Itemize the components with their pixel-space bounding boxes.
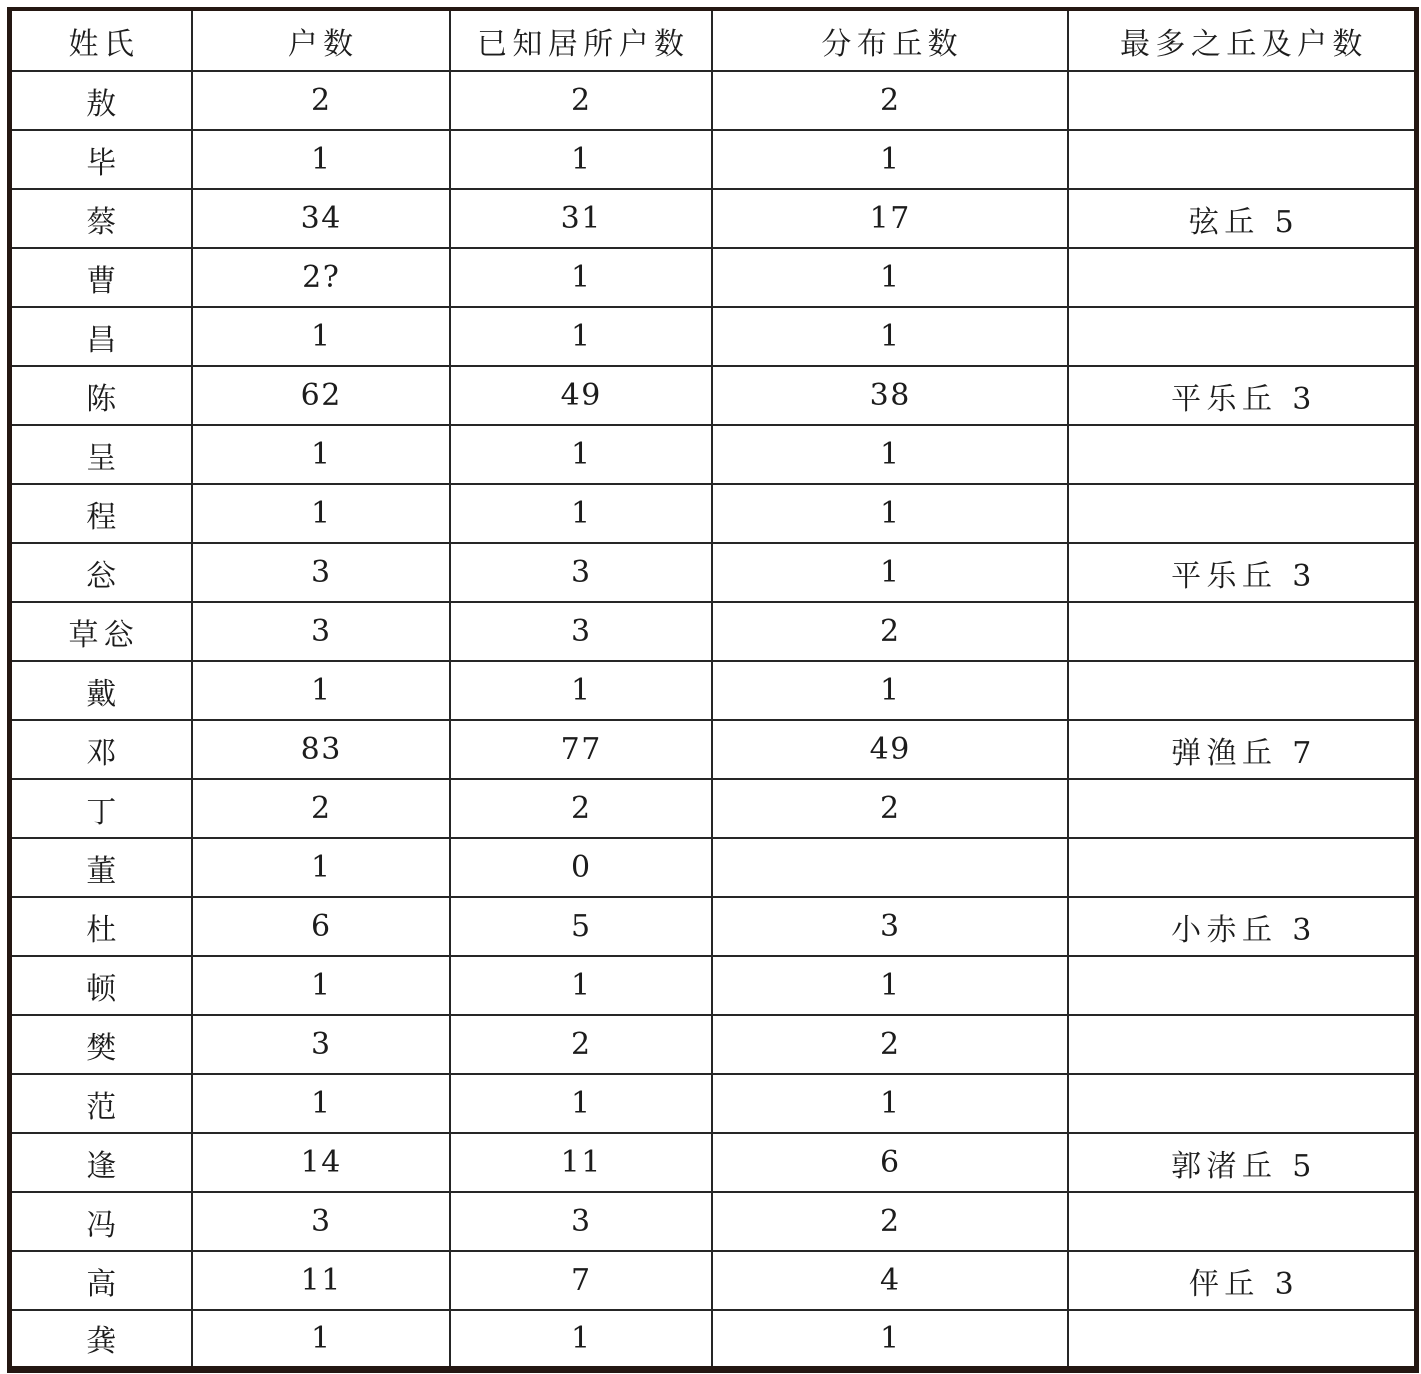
cell-households: 83 [192,720,450,779]
cell-households: 3 [192,602,450,661]
cell-households: 1 [192,956,450,1015]
cell-households: 1 [192,661,450,720]
cell-surname: 邓 [10,720,192,779]
table-row [10,425,1417,484]
cell-surname: 草忩 [10,602,192,661]
cell-top-hill [1068,1015,1417,1074]
table-row [10,1251,1417,1310]
cell-hill-count: 2 [712,779,1068,838]
cell-known-residence: 77 [450,720,712,779]
cell-known-residence: 31 [450,189,712,248]
cell-hill-count: 6 [712,1133,1068,1192]
cell-households: 3 [192,543,450,602]
cell-households: 62 [192,366,450,425]
cell-households: 1 [192,1074,450,1133]
cell-top-hill [1068,779,1417,838]
cell-hill-count: 1 [712,661,1068,720]
cell-known-residence: 2 [450,1015,712,1074]
cell-hill-count: 3 [712,897,1068,956]
cell-households: 2? [192,248,450,307]
cell-known-residence: 1 [450,956,712,1015]
table-row [10,661,1417,720]
cell-surname: 丁 [10,779,192,838]
table-row [10,897,1417,956]
cell-households: 3 [192,1015,450,1074]
cell-hill-count: 1 [712,307,1068,366]
cell-known-residence: 3 [450,1192,712,1251]
cell-hill-count: 1 [712,1074,1068,1133]
table-row [10,1074,1417,1133]
cell-households: 2 [192,779,450,838]
cell-top-hill [1068,307,1417,366]
cell-hill-count: 2 [712,1192,1068,1251]
header-row [10,9,1417,71]
cell-hill-count: 17 [712,189,1068,248]
cell-top-hill [1068,1074,1417,1133]
cell-top-hill [1068,71,1417,130]
cell-known-residence: 2 [450,779,712,838]
cell-hill-count: 38 [712,366,1068,425]
header-cell-top-hill: 最多之丘及户数 [1068,9,1417,71]
cell-surname: 曹 [10,248,192,307]
cell-known-residence: 1 [450,425,712,484]
cell-top-hill [1068,1310,1417,1369]
cell-households: 11 [192,1251,450,1310]
cell-known-residence: 11 [450,1133,712,1192]
cell-hill-count: 2 [712,1015,1068,1074]
table-row [10,838,1417,897]
table-row [10,1192,1417,1251]
cell-known-residence: 1 [450,307,712,366]
cell-households: 1 [192,838,450,897]
cell-top-hill [1068,130,1417,189]
table-row [10,484,1417,543]
header-cell-surname: 姓氏 [10,9,192,71]
cell-top-hill: 小赤丘 3 [1068,897,1417,956]
cell-households: 14 [192,1133,450,1192]
cell-surname: 杜 [10,897,192,956]
cell-hill-count: 1 [712,130,1068,189]
cell-hill-count: 4 [712,1251,1068,1310]
cell-hill-count: 1 [712,484,1068,543]
cell-top-hill [1068,484,1417,543]
cell-surname: 忩 [10,543,192,602]
table-row [10,602,1417,661]
table-row [10,1133,1417,1192]
cell-surname: 冯 [10,1192,192,1251]
cell-households: 1 [192,425,450,484]
cell-surname: 昌 [10,307,192,366]
cell-households: 1 [192,484,450,543]
table-row [10,248,1417,307]
cell-hill-count: 49 [712,720,1068,779]
cell-hill-count [712,838,1068,897]
header-cell-known-residence: 已知居所户数 [450,9,712,71]
cell-hill-count: 1 [712,1310,1068,1369]
cell-hill-count: 2 [712,602,1068,661]
cell-hill-count: 1 [712,543,1068,602]
table-row [10,543,1417,602]
cell-surname: 程 [10,484,192,543]
cell-known-residence: 1 [450,1310,712,1369]
cell-known-residence: 49 [450,366,712,425]
cell-known-residence: 2 [450,71,712,130]
cell-surname: 戴 [10,661,192,720]
cell-known-residence: 1 [450,1074,712,1133]
table-row [10,130,1417,189]
cell-surname: 范 [10,1074,192,1133]
cell-top-hill: 平乐丘 3 [1068,543,1417,602]
cell-hill-count: 1 [712,248,1068,307]
cell-top-hill [1068,1192,1417,1251]
cell-known-residence: 0 [450,838,712,897]
cell-households: 6 [192,897,450,956]
cell-hill-count: 1 [712,956,1068,1015]
cell-known-residence: 1 [450,130,712,189]
cell-surname: 陈 [10,366,192,425]
cell-surname: 龚 [10,1310,192,1369]
cell-surname: 樊 [10,1015,192,1074]
table-row [10,71,1417,130]
cell-top-hill [1068,425,1417,484]
cell-households: 1 [192,307,450,366]
cell-top-hill [1068,661,1417,720]
cell-households: 1 [192,1310,450,1369]
cell-top-hill: 弹渔丘 7 [1068,720,1417,779]
cell-top-hill [1068,248,1417,307]
cell-top-hill [1068,838,1417,897]
cell-known-residence: 1 [450,484,712,543]
cell-top-hill: 伻丘 3 [1068,1251,1417,1310]
cell-households: 2 [192,71,450,130]
cell-surname: 毕 [10,130,192,189]
cell-hill-count: 2 [712,71,1068,130]
header-cell-hill-count: 分布丘数 [712,9,1068,71]
cell-surname: 蔡 [10,189,192,248]
cell-households: 1 [192,130,450,189]
table-row [10,720,1417,779]
table-row [10,189,1417,248]
cell-top-hill: 平乐丘 3 [1068,366,1417,425]
cell-known-residence: 1 [450,248,712,307]
table-body [10,71,1417,1369]
cell-surname: 董 [10,838,192,897]
table-row [10,1310,1417,1369]
cell-known-residence: 3 [450,602,712,661]
cell-known-residence: 1 [450,661,712,720]
cell-known-residence: 7 [450,1251,712,1310]
table-row [10,307,1417,366]
table-row [10,366,1417,425]
cell-top-hill [1068,956,1417,1015]
table-row [10,956,1417,1015]
cell-surname: 顿 [10,956,192,1015]
cell-known-residence: 5 [450,897,712,956]
cell-surname: 高 [10,1251,192,1310]
table-header [10,9,1417,71]
table-row [10,779,1417,838]
cell-surname: 呈 [10,425,192,484]
cell-known-residence: 3 [450,543,712,602]
cell-top-hill: 弦丘 5 [1068,189,1417,248]
surname-statistics-table [7,7,1419,1373]
cell-top-hill: 郭渚丘 5 [1068,1133,1417,1192]
cell-surname: 敖 [10,71,192,130]
cell-hill-count: 1 [712,425,1068,484]
header-cell-households: 户数 [192,9,450,71]
cell-top-hill [1068,602,1417,661]
cell-surname: 逢 [10,1133,192,1192]
cell-households: 3 [192,1192,450,1251]
table-row [10,1015,1417,1074]
cell-households: 34 [192,189,450,248]
